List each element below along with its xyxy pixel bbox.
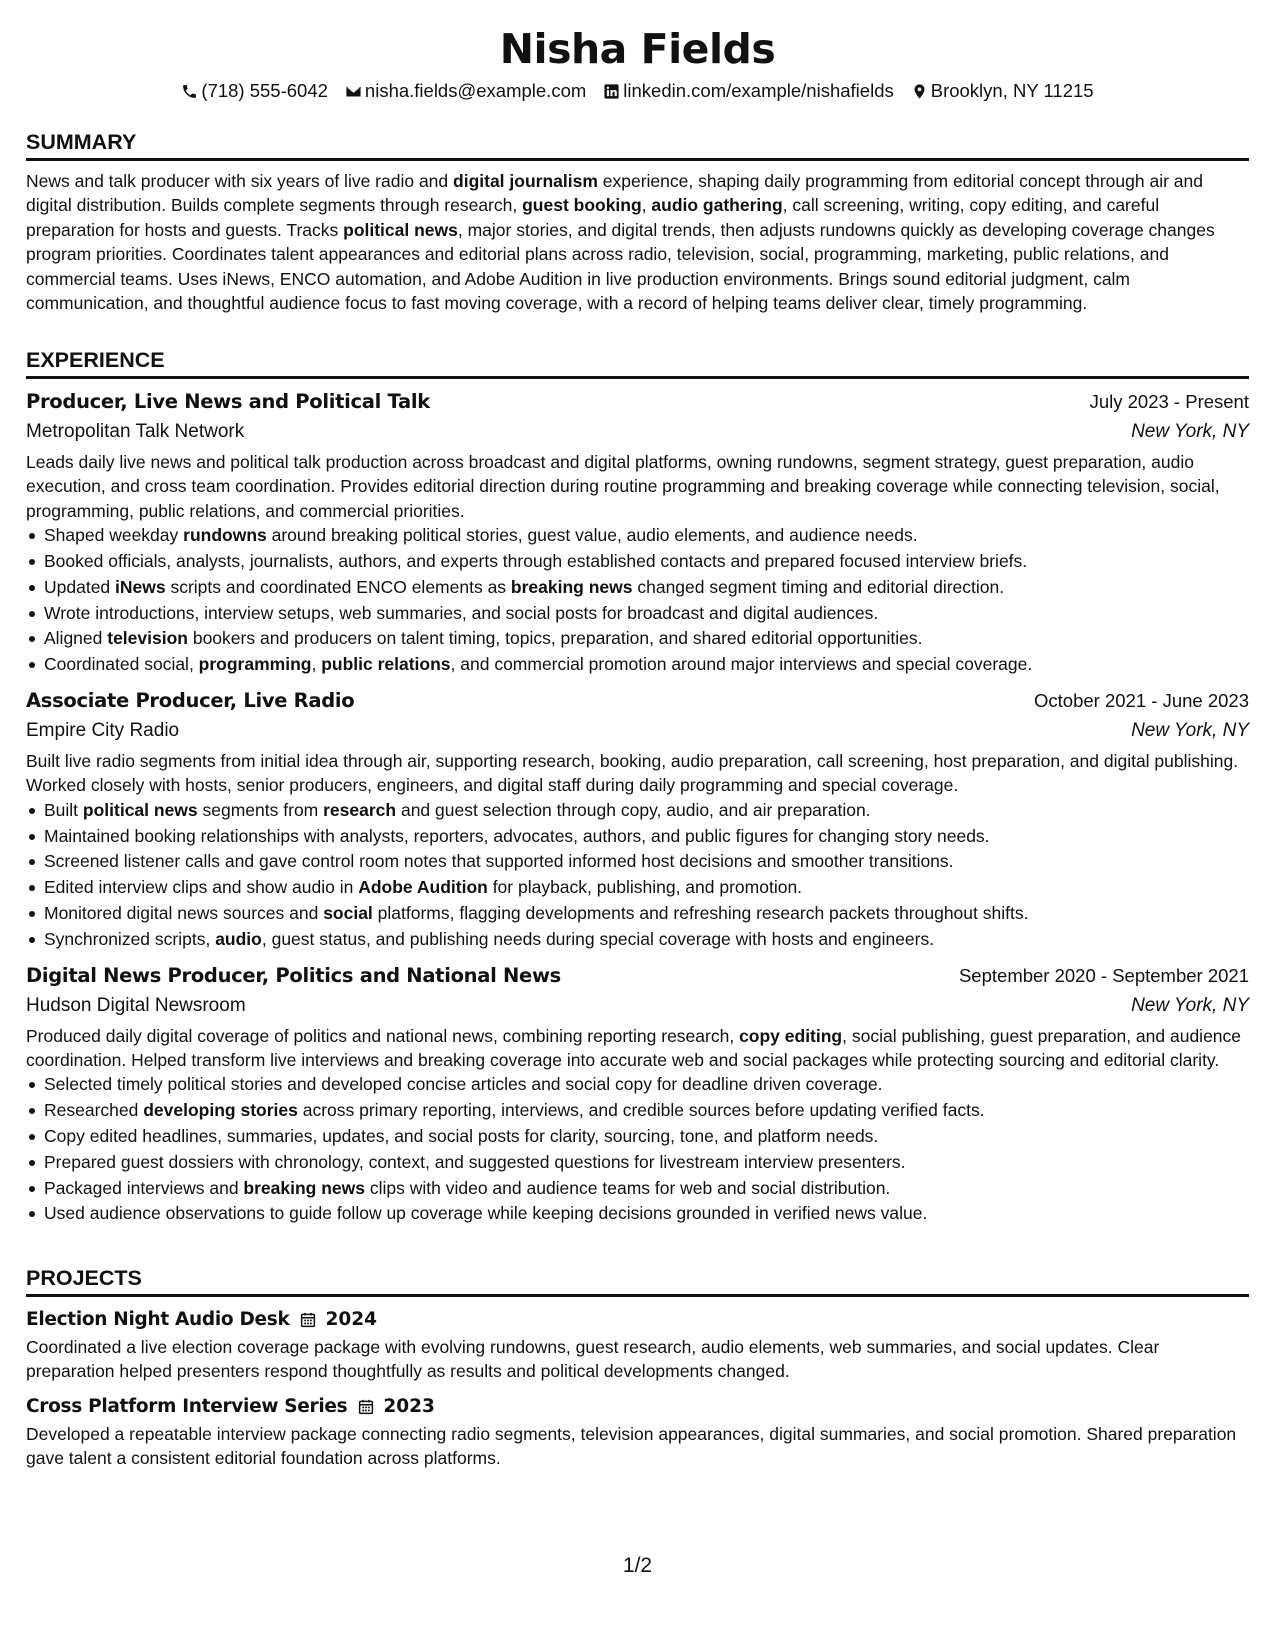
- text-run: experience, shaping daily programming from editorial concept through air and digital distribution. Builds complete segments through research,: [26, 171, 1203, 216]
- bullet-item: [26, 601, 1249, 627]
- job-company: Empire City Radio: [26, 720, 180, 741]
- bullet-item: [26, 927, 1249, 953]
- text-run: Updated: [44, 576, 116, 597]
- text-run: Shaped weekday: [44, 525, 184, 546]
- bold-keyword: Adobe Audition: [358, 877, 488, 898]
- text-run: clips with video and audience teams for web and social distribution.: [365, 1177, 891, 1198]
- bold-keyword: audio: [215, 928, 262, 949]
- text-run: for playback, publishing, and promotion.: [487, 877, 803, 898]
- project-year-text: 2023: [383, 1395, 435, 1417]
- project-year: [357, 1392, 435, 1422]
- text-run: Aligned: [44, 628, 108, 649]
- project-title: Election Night Audio Desk: [26, 1309, 290, 1330]
- job-header: [26, 387, 1249, 417]
- candidate-name: Nisha Fields: [499, 25, 776, 73]
- text-run: Built live radio segments from initial idea through air, supporting research, booking, audio preparation, call screening, host preparation, and digital publishing. Worked closely with hosts, senior producers, engineers, and digital staff during daily programming and special coverage.: [26, 751, 1239, 796]
- projects-list: [26, 1305, 1249, 1471]
- text-run: bookers and producers on talent timing, topics, preparation, and shared editorial opportunities.: [187, 628, 923, 649]
- text-run: , social publishing, guest preparation, and audience coordination. Helped transform live interviews and breaking coverage into accurate web and social packages while protecting sourcing and editorial clarity.: [26, 1025, 1242, 1070]
- calendar-icon: [299, 1311, 317, 1329]
- bullet-item: [26, 1201, 1249, 1227]
- bullet-item: [26, 824, 1249, 850]
- bold-keyword: political news: [343, 219, 458, 240]
- job-bullets: [26, 798, 1249, 953]
- bullet-item: [26, 1124, 1249, 1150]
- job-header: [26, 961, 1249, 991]
- bold-keyword: iNews: [115, 576, 166, 597]
- job-entry: [26, 686, 1249, 953]
- resume-page: [26, 0, 1249, 1469]
- jobs-list: [26, 387, 1249, 1227]
- job-summary: [26, 1024, 1249, 1073]
- project-title: Cross Platform Interview Series: [26, 1395, 348, 1417]
- job-entry: [26, 961, 1249, 1228]
- bold-keyword: public relations: [321, 654, 451, 675]
- job-summary: [26, 749, 1249, 798]
- job-dates: October 2021 - June 2023: [1034, 690, 1249, 711]
- bullet-item: [26, 575, 1249, 601]
- text-run: scripts and coordinated ENCO elements as: [165, 576, 511, 597]
- summary-section: [26, 128, 1249, 315]
- job-bullets: [26, 523, 1249, 678]
- bullet-item: [26, 652, 1249, 678]
- text-run: ,: [311, 654, 322, 675]
- text-run: Wrote introductions, interview setups, web summaries, and social posts for broadcast and digital audiences.: [44, 602, 879, 623]
- bullet-item: [26, 1176, 1249, 1202]
- job-company: Hudson Digital Newsroom: [26, 994, 246, 1016]
- email-text: nisha.fields@example.com: [364, 80, 587, 101]
- contact-bar: [26, 78, 1249, 104]
- text-run: Booked officials, analysts, journalists, authors, and experts through established contacts and prepared focused interview briefs.: [44, 551, 1028, 572]
- project-description: Coordinated a live election coverage package with evolving rundowns, guest research, audio elements, web summaries, and social updates. Clear preparation helped presenters respond thoughtfully as results and political developments changed.: [26, 1337, 1160, 1382]
- text-run: Synchronized scripts,: [44, 928, 216, 949]
- text-run: , call screening, writing, copy editing, and careful preparation for hosts and guests. Tracks: [26, 195, 1160, 240]
- text-run: Copy edited headlines, summaries, updates, and social posts for clarity, sourcing, tone, and platform needs.: [44, 1126, 879, 1146]
- text-run: Used audience observations to guide follow up coverage while keeping decisions grounded in verified news value.: [44, 1203, 928, 1224]
- map-pin-icon: [911, 83, 928, 100]
- section-title-summary: SUMMARY: [26, 128, 1249, 161]
- phone-icon: [181, 83, 198, 100]
- text-run: , and commercial promotion around major interviews and special coverage.: [450, 654, 1033, 675]
- text-run: Researched: [44, 1100, 144, 1121]
- text-run: Coordinated social,: [44, 654, 199, 675]
- job-location: New York, NY: [1131, 421, 1249, 442]
- job-location: New York, NY: [1131, 720, 1249, 741]
- experience-section: [26, 346, 1249, 1227]
- bullet-item: [26, 849, 1249, 875]
- linkedin-text: linkedin.com/example/nishafields: [623, 80, 894, 101]
- bullet-item: [26, 549, 1249, 575]
- job-subheader: [26, 991, 1249, 1021]
- contact-email[interactable]: [345, 78, 586, 104]
- bullet-item: [26, 1072, 1249, 1098]
- bold-keyword: rundowns: [183, 525, 267, 546]
- text-run: Screened listener calls and gave control room notes that supported informed host decisions and smoother transitions.: [44, 851, 954, 872]
- text-run: changed segment timing and editorial direction.: [632, 576, 1005, 597]
- job-title: Producer, Live News and Political Talk: [26, 390, 430, 413]
- text-run: and guest selection through copy, audio, and air preparation.: [396, 799, 871, 820]
- contact-phone[interactable]: [181, 78, 328, 104]
- contact-linkedin[interactable]: [603, 78, 893, 104]
- project-header: [26, 1305, 1249, 1335]
- envelope-icon: [345, 83, 362, 100]
- project-header: [26, 1392, 1249, 1422]
- calendar-icon: [357, 1398, 375, 1416]
- bold-keyword: social: [323, 903, 373, 923]
- page-number: 1/2: [622, 1554, 653, 1577]
- job-entry: [26, 387, 1249, 678]
- bullet-item: [26, 1150, 1249, 1176]
- text-run: across primary reporting, interviews, and credible sources before updating verified facts.: [297, 1100, 985, 1121]
- job-bullets: [26, 1072, 1249, 1227]
- text-run: Built: [44, 799, 83, 820]
- job-subheader: [26, 417, 1249, 447]
- job-summary: [26, 450, 1249, 523]
- bold-keyword: programming: [198, 654, 312, 675]
- text-run: Monitored digital news sources and: [44, 903, 324, 923]
- text-run: , major stories, and digital trends, then adjusts rundowns quickly as developing coverage changes program priorities. Coordinates talent appearances and editorial plans across radio, television, social, programming, marketing, public relations, and commercial teams. Uses iNews, ENCO automation, and Adobe Audition in live production environments. Brings sound editorial judgment, calm communication, and thoughtful audience focus to fast moving coverage, with a record of helping teams deliver clear, timely programming.: [26, 219, 1215, 314]
- bold-keyword: copy editing: [739, 1025, 843, 1046]
- bullet-item: [26, 798, 1249, 824]
- contact-location: [911, 78, 1094, 104]
- job-location: New York, NY: [1131, 994, 1249, 1016]
- bold-keyword: television: [107, 628, 188, 649]
- job-dates: July 2023 - Present: [1089, 391, 1249, 412]
- bold-keyword: breaking news: [243, 1177, 365, 1198]
- text-run: Produced daily digital coverage of politics and national news, combining reporting research,: [26, 1025, 740, 1046]
- text-run: Packaged interviews and: [44, 1177, 244, 1198]
- text-run: ,: [641, 195, 652, 216]
- location-text: Brooklyn, NY 11215: [930, 80, 1094, 101]
- project-description: Developed a repeatable interview package connecting radio segments, television appearances, digital summaries, and social promotion. Shared preparation gave talent a consistent editorial foundation across platforms.: [26, 1423, 1237, 1469]
- bold-keyword: audio gathering: [651, 195, 783, 216]
- project-entry: [26, 1305, 1249, 1384]
- bullet-item: [26, 523, 1249, 549]
- text-run: , guest status, and publishing needs during special coverage with hosts and engineers.: [261, 928, 935, 949]
- bold-keyword: digital journalism: [453, 171, 598, 191]
- text-run: Prepared guest dossiers with chronology, context, and suggested questions for livestream interview presenters.: [44, 1151, 906, 1172]
- job-title: Associate Producer, Live Radio: [26, 689, 355, 712]
- text-run: segments from: [197, 799, 324, 820]
- text-run: Maintained booking relationships with analysts, reporters, advocates, authors, and public figures for changing story needs.: [44, 825, 990, 846]
- job-subheader: [26, 716, 1249, 746]
- text-run: around breaking political stories, guest value, audio elements, and audience needs.: [266, 525, 918, 546]
- bold-keyword: research: [323, 799, 397, 820]
- text-run: Selected timely political stories and developed concise articles and social copy for deadline driven coverage.: [44, 1074, 883, 1095]
- text-run: platforms, flagging developments and refreshing research packets throughout shifts.: [372, 903, 1029, 923]
- project-year-text: 2024: [325, 1309, 377, 1330]
- bold-keyword: developing stories: [143, 1100, 298, 1121]
- project-year: [299, 1305, 377, 1335]
- text-run: Edited interview clips and show audio in: [44, 877, 359, 898]
- job-company: Metropolitan Talk Network: [26, 421, 245, 442]
- bullet-item: [26, 626, 1249, 652]
- text-run: News and talk producer with six years of live radio and: [26, 171, 454, 191]
- project-entry: [26, 1392, 1249, 1471]
- bullet-item: [26, 1098, 1249, 1124]
- linkedin-icon: [603, 83, 620, 100]
- section-title-projects: PROJECTS: [26, 1264, 1249, 1297]
- job-title: Digital News Producer, Politics and National News: [26, 963, 561, 987]
- bold-keyword: political news: [82, 799, 198, 820]
- summary-text: [26, 169, 1249, 315]
- bullet-item: [26, 875, 1249, 901]
- bold-keyword: breaking news: [510, 576, 633, 597]
- section-title-experience: EXPERIENCE: [26, 346, 1249, 379]
- bold-keyword: guest booking: [522, 195, 642, 216]
- phone-text: (718) 555-6042: [201, 80, 328, 101]
- text-run: Leads daily live news and political talk production across broadcast and digital platforms, owning rundowns, segment strategy, guest preparation, audio execution, and cross team coordination. Provides editorial direction during routine programming and breaking coverage while connecting television, social, programming, public relations, and commercial priorities.: [26, 452, 1220, 521]
- job-header: [26, 686, 1249, 716]
- bullet-item: [26, 901, 1249, 927]
- projects-section: [26, 1264, 1249, 1471]
- job-dates: September 2020 - September 2021: [958, 964, 1249, 986]
